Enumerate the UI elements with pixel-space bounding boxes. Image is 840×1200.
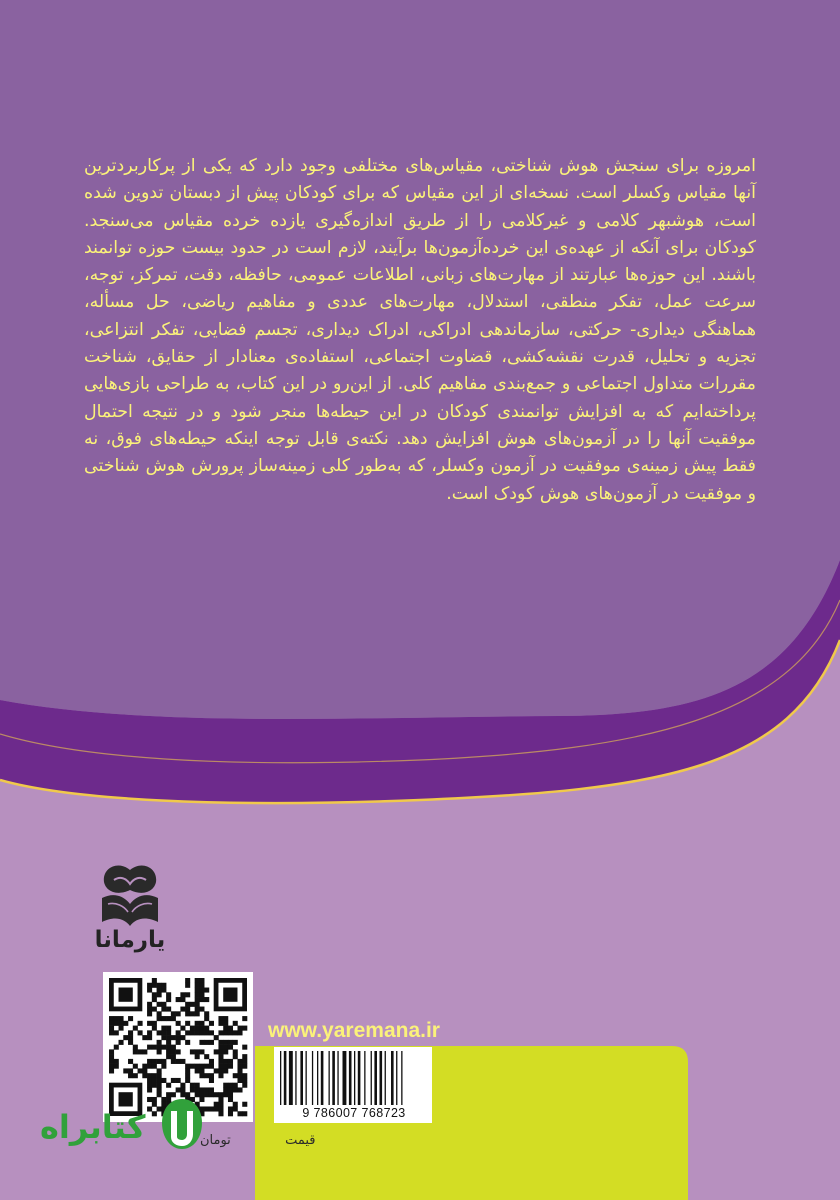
watermark-badge-icon — [160, 1097, 204, 1151]
barcode-bars — [274, 1047, 432, 1107]
back-cover-blurb: امروزه برای سنجش هوش شناختی، مقیاس‌های مختلفی وجود دارد که یکی از پرکاربردترین آنها مقیاس وکسلر است. نسخه‌ای از این مقیاس که برای کودکان پیش از دبستان تدوین شده است، هوشبهر کلامی و غیرکلامی را از طریق اندازه‌گیری یازده خرده مقیاس می‌سنجد. کودکان برای آنکه از عهده‌ی این خرده‌آزمون‌ها برآیند، لازم است در حدود بیست حوزه توانمند باشند. این حوزه‌ها عبارتند از مهارت‌های زبانی، اطلاعات عمومی، حافظه، دقت، تمرکز، توجه، سرعت عمل، تفکر منطقی، استدلال، مهارت‌های عددی و مفاهیم ریاضی، حل مسأله، هماهنگی دیداری- حرکتی، سازماندهی ادراکی، ادراک دیداری، تجسم فضایی، تفکر انتزاعی، تجزیه و تحلیل، قدرت نقشه‌کشی، قضاوت اجتماعی، استفاده‌ی معنادار از حقایق، شناخت مقررات متداول اجتماعی و جمع‌بندی مفاهیم کلی. از این‌رو در این کتاب، به طراحی بازی‌هایی پرداخته‌ایم که به افزایش توانمندی کودکان در این حیطه‌ها منجر شود و در نتیجه احتمال موفقیت آنها را در آزمون‌های هوش افزایش دهد. نکته‌ی قابل توجه اینکه حیطه‌های فوق، نه فقط پیش زمینه‌ی موفقیت در آزمون وکسلر، که به‌طور کلی زمینه‌ساز پرورش هوش شناختی و موفقیت در آزمون‌های هوش کودک است. — [84, 156, 756, 504]
watermark-text: کتابراه — [40, 1108, 146, 1146]
price-label — [200, 1133, 316, 1148]
isbn-number: 9 786007 768723 — [302, 1106, 406, 1120]
price-word: قیمت — [285, 1133, 316, 1148]
publisher-website[interactable]: www.yaremana.ir — [268, 1019, 440, 1042]
price-currency: تومان — [200, 1133, 231, 1148]
publisher-logo-text: یارمانا — [94, 927, 166, 953]
